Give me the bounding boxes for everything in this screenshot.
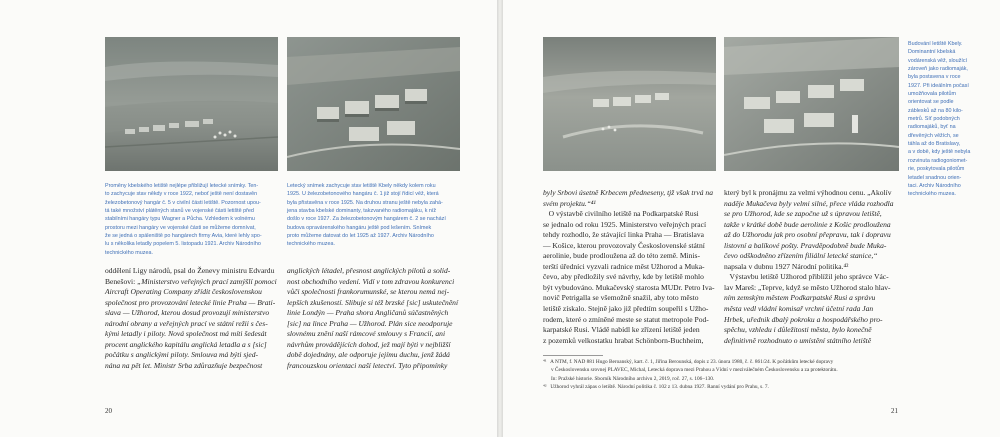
body-line: francouzskou orientaci naší letectví. Tyto připomínky — [287, 360, 448, 370]
body-line: době dojednány, ale odporuje jejímu duchu, jenž žádá — [287, 350, 450, 360]
body-line: [sic] na lince Praha — Užhorod. Plán sice neodporuje — [287, 318, 453, 328]
body-column-right — [287, 266, 465, 371]
caption-line: to zachycuje stav někdy v roce 1922, neboť ještě není dostavěn — [105, 191, 258, 198]
caption-line: dřevěných věžích, se — [908, 132, 959, 139]
body-line: Hrbek, uřednik dbalý pokroku a hospodářského pro- — [724, 314, 883, 324]
body-line: čevo, aby předložily své návrhy, kde by letiště mohlo — [543, 272, 704, 282]
footnote-rule — [543, 355, 603, 356]
caption-line: rozvinuta radiogoniomet- — [908, 157, 968, 164]
photo-caption-left — [105, 182, 280, 257]
caption-line: 1927. Při ideálním počasí — [908, 82, 969, 89]
body-line: slovnému znění naší rámcové smlouvy s Francií, ani — [287, 329, 446, 339]
body-line: oddělení Ligy národů, psal do Ženevy ministru Edvardu — [105, 266, 275, 275]
caption-line: vodárenská věž, sloužící — [908, 57, 968, 64]
body-column-left — [543, 188, 721, 346]
caption-line: záblesků až na 80 kilo- — [908, 107, 963, 114]
body-line: novič Petrigalla se všemožně snažil, aby toto město — [543, 293, 699, 303]
body-line: nána na pět let. Ministr Srba zdůrazňuje bezpečnost — [105, 360, 263, 370]
body-line: až do Užhorodu jak pro osobní přepravu, tak i dopravu — [724, 230, 891, 240]
body-line: který byl k pronájmu za velmi výhodnou cenu. „Akolív — [724, 188, 892, 197]
airfield-photo-4 — [724, 37, 899, 171]
footnote-line: v Československu srovnej PLAVEC, Michal, Letecká doprava mezi Prahou a Vídní v meziválečném Československu a za protektorátu. — [543, 367, 838, 374]
photo-caption-right — [287, 182, 462, 249]
body-line: národní obrany a veřejných prací ve státní režii s čes- — [105, 318, 268, 328]
body-line: ním zemským městem Podkarpatské Rusi a správu — [724, 293, 876, 303]
caption-line: byla přistavěna v roce 1925. Na druhou stranu ještě nebyla zahá- — [287, 199, 443, 206]
body-line: být vybudováno. Mukačevský starosta MUDr. Petro Iva- — [543, 282, 715, 292]
caption-line: táhla až do Bratislavy, — [908, 141, 961, 148]
body-line: se jednalo od roku 1925. Ministerstvo veřejných prací — [543, 219, 707, 229]
photo-caption-sidebar — [908, 40, 1000, 199]
caption-line: byla postavena v roce — [908, 74, 961, 81]
body-line: nost obchodního vedení. Vidí v tom zdravou konkurenci — [287, 276, 455, 286]
caption-line: prostoru mezi hangáry ve vojenské části se můžeme domnívat, — [105, 224, 256, 231]
body-line: vůči společnosti frankorumunské, se kterou nemá nej- — [287, 287, 450, 297]
caption-line: lu s několika letadly popelem 5. listopadu 1921. Archiv Národního — [105, 241, 261, 248]
caption-line: zároveň jako radiomaják, — [908, 66, 968, 73]
caption-line: Letecký snímek zachycuje stav letiště Kbely někdy kolem roku — [287, 183, 436, 189]
airfield-photo-2 — [287, 37, 460, 171]
body-line: lepších zkušeností. Slibuje si též brzské [sic] uskutečnění — [287, 297, 459, 307]
body-line: kými letadly i piloty. Nová společnost má míti šedesát — [105, 329, 267, 339]
page-number-right: 21 — [891, 407, 898, 415]
caption-line: Budování letiště Kbely. — [908, 41, 963, 47]
caption-line: metrů. Síť podobných — [908, 116, 960, 123]
body-line: čevo odškodněno zřízením filiální letecké stanice,“ — [724, 251, 878, 261]
page-number-left: 20 — [105, 407, 112, 415]
body-line: svém projektu.“⁴¹ — [543, 198, 596, 208]
body-line: společnost pro provozování letecké linie Praha — Brati- — [105, 297, 276, 307]
caption-line: Dominantní kbelská — [908, 49, 956, 56]
body-line: naděje Mukačeva byly velmi silné, přece vláda rozhodla — [724, 198, 894, 208]
airfield-photo-1 — [105, 37, 278, 171]
body-line-lead: Benešovi: — [105, 276, 138, 286]
body-line: anglických létadel, přesnost anglických pilotů a solid- — [287, 266, 451, 275]
body-line: letiště získalo. Stejně jako již předtím soupeřil s Užho- — [543, 304, 709, 314]
footnotes — [543, 358, 903, 391]
caption-line: stabilními hangáry typu Wagner a Půcha. Vzhledem k volnému — [105, 216, 255, 223]
caption-line: došlo v roce 1927. Za železobetonovým hangárem č. 2 se nachází — [287, 216, 446, 223]
footnote-line: ⁴¹ A NTM, f. NAD 881 Hugo Beroanský, kart. č. 1, Jiřina Berounská, dopis z 23. února 1980, č. č. 861/24. K počátkům letecké dopravy — [543, 359, 834, 365]
caption-line: technického muzea. — [105, 249, 153, 256]
body-column-right — [724, 188, 902, 346]
body-line: takže v krátké době bude aerolinie z Košic prodloužena — [724, 219, 891, 229]
caption-line: technického muzea. — [287, 241, 335, 248]
body-line: terští úředníci vyzvali radnice měst Užhorod a Muka- — [543, 261, 705, 271]
caption-line: orientovat se podle — [908, 99, 954, 106]
body-line: aerolinie, bude prodloužena až do této země. Minis- — [543, 251, 700, 261]
caption-line: umožňovala pilotům — [908, 91, 956, 98]
body-line: se pro Užhorod, kde se započne už s úpravou letiště, — [724, 209, 882, 219]
body-line: — Košice, kterou provozovaly Československé státní — [543, 240, 705, 250]
body-line: O výstavbě civilního letiště na Podkarpatské Rusi — [543, 209, 699, 219]
body-line — [105, 277, 283, 288]
caption-line: jena stavba kbelské dominanty, takzvaného radiomajáku, k níž — [287, 208, 437, 215]
caption-line: proto můžeme datovat do let 1925 až 1927. Archiv Národního — [287, 233, 434, 240]
caption-line: že se jedná o spáleniště po hangárech firmy Avia, které lehly spo- — [105, 233, 262, 240]
body-line: Výstavbu letiště Užhorod přiblížil jeho správce Vác- — [724, 272, 889, 282]
body-line: lav Mareš: „Teprve, když se město Užhorod stalo hlav- — [724, 282, 891, 292]
caption-line: tá také množství plátěných stanů ve vojenské části letiště před — [105, 208, 254, 215]
body-line: listovní a balíkové pošty. Pravděpodobně bude Muka- — [724, 240, 887, 250]
caption-line: 1925. U železobetonového hangáru č. 1 již stojí řídicí věž, která — [287, 191, 439, 198]
caption-line: Proměny kbelského letiště nejlépe přibližují letecké snímky. Ten- — [105, 183, 259, 189]
caption-line: budova opravárenského hangáru ještě pod lešením. Snímek — [287, 224, 432, 231]
body-line: napsala v dubnu 1927 Národní politika.⁴² — [724, 261, 849, 271]
caption-line: a v době, kdy ještě nebyla — [908, 149, 971, 156]
body-line: linie Londýn — Praha shora Angličanů súčastněných — [287, 308, 449, 318]
body-line-quote: „Ministerstvo veřejných prací zamýšlí pomoci — [137, 276, 277, 286]
body-line: definitivně rozhodnuto o umístění státního letiště — [724, 335, 872, 345]
body-line: slava — Užhorod, kterou dosud provozují ministerstvo — [105, 308, 270, 318]
right-page — [503, 0, 1000, 437]
body-line: byly Srbovi úsetně Krbecem předneseny, tjž však trvá na — [543, 188, 713, 197]
footnote-line: ⁴² Užhorod vyhrál zápas o letiště. Národní politika č. 102 z 13. dubna 1927. Ranní vydání pro Prahu, s. 7. — [543, 383, 769, 390]
body-column-left — [105, 266, 283, 371]
body-line: návrhům provádějících dohod, jež mají býti v nejbližší — [287, 339, 451, 349]
body-line: spěchu, vzhledu i důležitosti města, bylo konečně — [724, 325, 872, 335]
footnote-line: In: Pražské historie. Sborník Národního archivu 2, 2019, roč. 27, s. 106–130. — [543, 375, 715, 382]
caption-line: technického muzea. — [908, 191, 956, 198]
body-line: rodem, které o zmíněné meste se statut metropole Pod- — [543, 314, 709, 324]
airfield-photo-3 — [543, 37, 716, 171]
caption-line: radiomajáků, byť na — [908, 124, 956, 131]
body-line: Aircraft Operating Company zřídit československou — [105, 287, 262, 297]
body-line: z pozemků velkostatku hrabat Schönborn-Buchheim, — [543, 335, 704, 345]
body-line: procent anglického kapitálu anglická letadla a s [sic] — [105, 339, 267, 349]
caption-line: taci. Archiv Národního — [908, 182, 961, 189]
body-line: karpatské Rusi. Vládě nabídl ke zřízení letiště jeden — [543, 325, 700, 335]
left-page — [0, 0, 497, 437]
caption-line: letadel snadnou orien- — [908, 174, 962, 181]
caption-line: rie, poskytovala pilotům — [908, 166, 965, 173]
caption-line: železobetonový hangár č. 5 v civilní části letiště. Pozornost upou- — [105, 199, 261, 206]
body-line: města vedl vládní komisař vrchní účetní rada Jan — [724, 304, 874, 314]
body-line: tehdy rozhodlo, že stávající linka Praha — Bratislava — [543, 230, 704, 240]
body-line: počátku s anglickými piloty. Smlouva má býti sjed- — [105, 350, 259, 360]
